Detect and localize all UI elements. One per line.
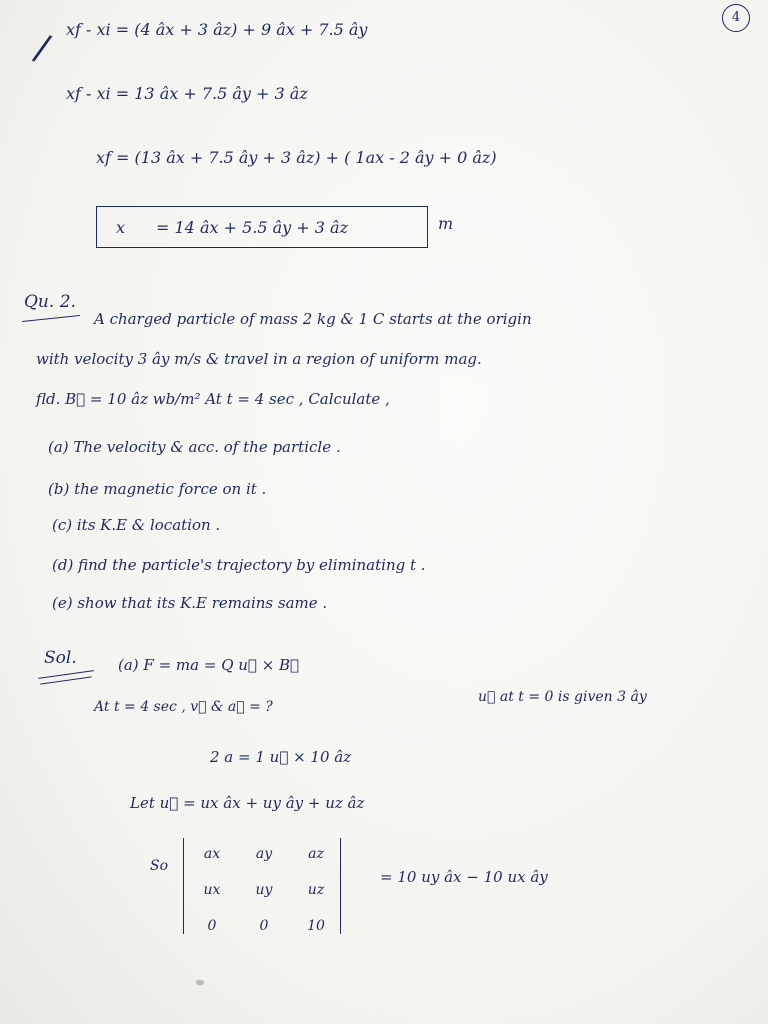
final-result-unit: m [438, 214, 454, 233]
solution-label: Sol. [44, 648, 77, 668]
question-part-d: (d) find the particle's trajectory by eliminating t . [52, 556, 426, 574]
solution-label-underline-2 [40, 676, 92, 684]
det-cell-r1c3: az [308, 846, 324, 862]
det-cell-r2c1: ux [203, 882, 221, 898]
solution-line-4: Let u⃗ = ux âx + uy ây + uz âz [130, 794, 365, 812]
question-part-e: (e) show that its K.E remains same . [52, 594, 328, 612]
determinant-prefix: So [150, 858, 169, 874]
question-text-1: A charged particle of mass 2 kg & 1 C starts at the origin [94, 310, 532, 328]
det-cell-r1c2: ay [255, 846, 273, 862]
question-label: Qu. 2. [24, 292, 76, 312]
final-result-lhs: x [116, 218, 126, 237]
question-text-3: fld. B⃗ = 10 âz wb/m² At t = 4 sec , Calculate , [36, 390, 390, 408]
solution-line-3: 2 a = 1 u⃗ × 10 âz [210, 748, 352, 766]
det-cell-r3c2: 0 [259, 918, 269, 934]
question-part-c: (c) its K.E & location . [52, 516, 221, 534]
question-label-underline [22, 315, 80, 322]
ink-smudge [196, 980, 204, 985]
final-result-rhs: = 14 âx + 5.5 ây + 3 âz [156, 218, 348, 237]
equation-line-2: xf - xi = 13 âx + 7.5 ây + 3 âz [66, 84, 308, 103]
det-cell-r3c3: 10 [307, 918, 325, 934]
solution-line-2-note: u⃗ at t = 0 is given 3 ây [478, 689, 647, 705]
solution-line-2: At t = 4 sec , v⃗ & a⃗ = ? [94, 699, 273, 715]
det-cell-r2c3: uz [307, 882, 325, 898]
determinant-left-bar [183, 838, 184, 934]
equation-line-1: xf - xi = (4 âx + 3 âz) + 9 âx + 7.5 ây [66, 20, 368, 39]
det-cell-r1c1: ax [203, 846, 221, 862]
page-number: 4 [722, 4, 750, 32]
equation-line-3: xf = (13 âx + 7.5 ây + 3 âz) + ( 1ax - 2 ây + 0 âz) [96, 148, 497, 167]
question-part-b: (b) the magnetic force on it . [48, 480, 267, 498]
question-text-2: with velocity 3 ây m/s & travel in a region of uniform mag. [36, 350, 482, 368]
determinant-right-bar [340, 838, 341, 934]
question-part-a: (a) The velocity & acc. of the particle . [48, 438, 341, 456]
det-cell-r3c1: 0 [207, 918, 217, 934]
det-cell-r2c2: uy [255, 882, 273, 898]
solution-line-1: (a) F = ma = Q u⃗ × B⃗ [118, 656, 300, 674]
margin-slash-mark: / [29, 27, 55, 70]
determinant-result: = 10 uy âx − 10 ux ây [380, 868, 548, 886]
